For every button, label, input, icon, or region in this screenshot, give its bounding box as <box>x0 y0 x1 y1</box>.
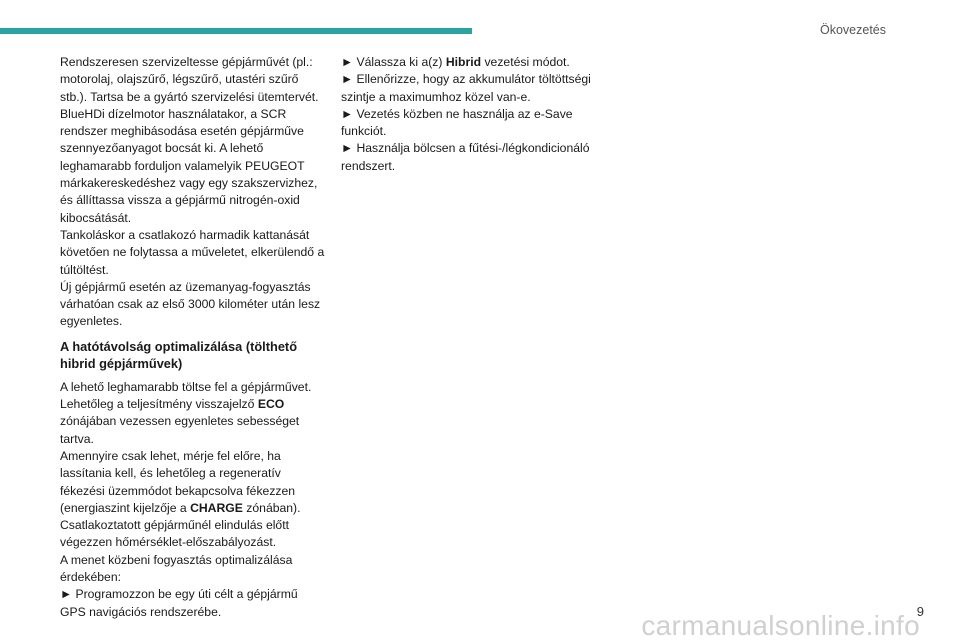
paragraph-scr: BlueHDi dízelmotor használatakor, a SCR rendszer meghibásodása esetén gépjárműve szennyezőanyagot bocsát ki. A lehető leghamarabb forduljon valamelyik PEUGEOT márkakereskedéshez vagy egy szakszervizhez, és állíttassa vissza a gépjármű nitrogén-oxid kibocsátását. <box>60 106 318 225</box>
paragraph-refuel: Tankoláskor a csatlakozó harmadik kattanását követően ne folytassa a műveletet, elkerülendő a túltöltést. <box>60 227 325 277</box>
bullet-esave: ► Vezetés közben ne használja az e-Save funkciót. <box>341 106 573 139</box>
paragraph-service: Rendszeresen szervizeltesse gépjárművét (pl.: motorolaj, olajszűrő, légszűrő, utastéri szűrő stb.). Tartsa be a gyártó szervizelési ütemtervét. <box>60 55 319 104</box>
bullet-gps: ► Programozzon be egy úti célt a gépjármű GPS navigációs rendszerébe. <box>60 587 298 619</box>
hybrid-text-post: vezetési módot. <box>481 55 570 69</box>
paragraph-preconditioning: Csatlakoztatott gépjárműnél elindulás előtt végezzen hőmérséklet-előszabályozást. <box>60 518 289 550</box>
subheading-range: A hatótávolság optimalizálása (tölthető hibrid gépjárművek) <box>60 338 298 372</box>
paragraph-eco <box>60 396 325 448</box>
paragraph-regen <box>60 448 325 517</box>
bullet-battery: ► Ellenőrizze, hogy az akkumulátor töltöttségi szintje a maximumhoz közel van-e. <box>341 72 591 104</box>
paragraph-optimize: A menet közbeni fogyasztás optimalizálása érdekében: <box>60 552 293 585</box>
left-column <box>60 54 325 621</box>
hybrid-text-pre: ► Válassza ki a(z) <box>341 55 446 69</box>
eco-text-pre: Lehetőleg a teljesítmény visszajelző <box>60 397 258 412</box>
hybrid-keyword: Hibrid <box>445 55 482 69</box>
paragraph-new-vehicle: Új gépjármű esetén az üzemanyag-fogyasztás várhatóan csak az első 3000 kilométer után lesz egyenletes. <box>60 279 321 329</box>
bullet-climate: ► Használja bölcsen a fűtési-/légkondicionáló rendszert. <box>341 141 590 173</box>
page-number: 9 <box>916 604 924 619</box>
bullet-hybrid-mode <box>341 54 606 71</box>
charge-keyword: CHARGE <box>190 500 243 515</box>
eco-keyword: ECO <box>257 397 285 412</box>
regen-text-post: zónában). <box>242 500 301 515</box>
section-title: Ökovezetés <box>819 23 886 37</box>
paragraph-charge: A lehető leghamarabb töltse fel a gépjárművet. <box>60 379 312 394</box>
regen-text-pre: Amennyire csak lehet, mérje fel előre, ha lassítania kell, és lehetőleg a regeneratív fékezési üzemmódot bekapcsolva fékezzen (energiaszint kijelzője a <box>60 448 296 515</box>
right-column <box>341 54 606 175</box>
watermark[interactable]: carmanualsonline.info <box>641 610 920 641</box>
eco-text-post: zónájában vezessen egyenletes sebességet tartva. <box>60 414 300 446</box>
header-accent-bar <box>0 28 472 34</box>
